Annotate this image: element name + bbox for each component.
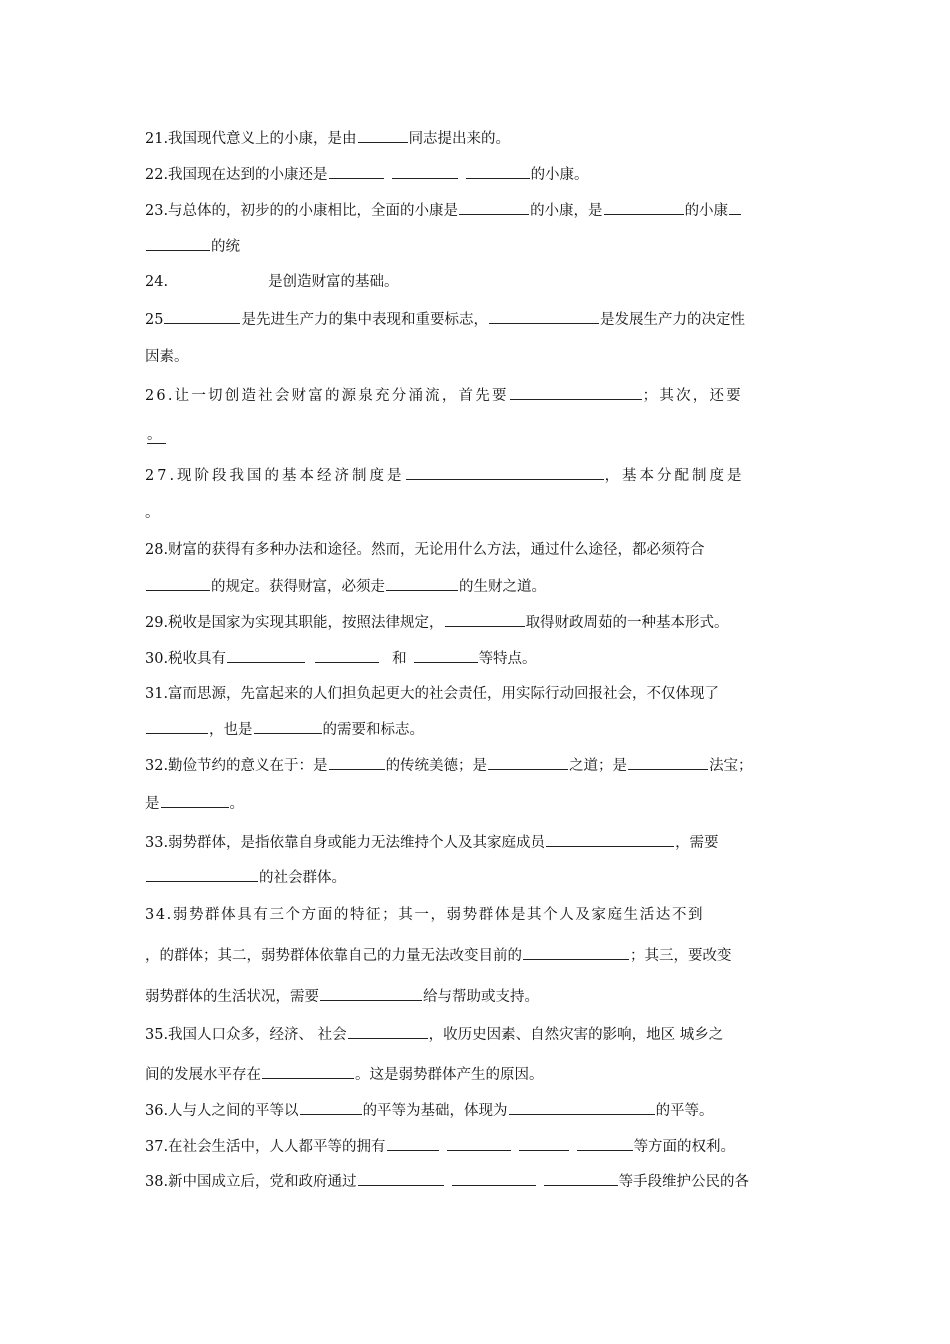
question-28-cont — [145, 576, 546, 597]
blank[interactable] — [315, 648, 379, 663]
q27-text-a: 27.现阶段我国的基本经济制度是 — [145, 468, 405, 484]
blank[interactable] — [544, 1171, 618, 1186]
q38-text-b: 等手段维护公民的各 — [618, 1174, 750, 1190]
question-32-cont — [145, 793, 244, 814]
question-25 — [145, 309, 745, 330]
blank[interactable] — [577, 1136, 633, 1151]
blank[interactable] — [386, 576, 458, 591]
blank[interactable] — [358, 1171, 444, 1186]
question-36 — [145, 1100, 714, 1121]
question-31-cont — [145, 719, 424, 740]
question-30 — [145, 648, 537, 669]
q34-text-c: ；其三，要改变 — [630, 948, 732, 964]
blank[interactable] — [254, 719, 322, 734]
blank[interactable] — [510, 385, 642, 400]
q37-text-a: 37.在社会生活中，人人都平等的拥有 — [145, 1139, 386, 1155]
question-23 — [145, 200, 742, 221]
blank[interactable] — [628, 755, 708, 770]
blank[interactable] — [392, 164, 458, 179]
question-27-cont — [145, 503, 160, 523]
q35-text-a: 35.我国人口众多，经济、 社会 — [145, 1027, 347, 1043]
q32-text-d: 法宝； — [709, 758, 753, 774]
blank[interactable] — [729, 200, 741, 215]
q38-text-a: 38.新中国成立后，党和政府通过 — [145, 1174, 357, 1190]
q23-text-a: 23.与总体的，初步的的小康相比，全面的小康是 — [145, 203, 459, 219]
blank[interactable] — [161, 793, 229, 808]
blank[interactable] — [146, 719, 208, 734]
q32-text-e: 是 — [145, 796, 160, 812]
question-33-cont — [145, 867, 346, 888]
blank[interactable] — [387, 1136, 439, 1151]
q24-text-a: 24. — [145, 274, 169, 290]
question-25-cont — [145, 347, 189, 367]
q34-text-a: 34.弱势群体具有三个方面的特征；其一，弱势群体是其个人及家庭生活达不到 — [145, 907, 705, 923]
question-22 — [145, 164, 589, 185]
blank[interactable] — [262, 1064, 354, 1079]
q21-text-a: 21.我国现代意义上的小康，是由 — [145, 131, 357, 147]
q33-text-b: ，需要 — [675, 835, 719, 851]
question-23-cont — [145, 236, 240, 257]
question-33 — [145, 832, 719, 853]
q33-text-a: 33.弱势群体，是指依靠自身或能力无法维持个人及其家庭成员 — [145, 835, 546, 851]
q31-text-c: 的需要和标志。 — [322, 722, 424, 738]
q21-text-b: 同志提出来的。 — [408, 131, 511, 147]
question-29 — [145, 612, 729, 633]
blank[interactable] — [488, 755, 568, 770]
blank[interactable] — [523, 945, 629, 960]
question-24 — [145, 272, 399, 292]
q35-text-d: 。这是弱势群体产生的原因。 — [355, 1067, 544, 1083]
question-32 — [145, 755, 753, 776]
blank[interactable] — [509, 1100, 655, 1115]
blank[interactable] — [459, 200, 529, 215]
question-27 — [145, 465, 745, 486]
blank[interactable] — [320, 986, 422, 1001]
q28-text-c: 的生财之道。 — [459, 579, 546, 595]
q36-text-a: 36.人与人之间的平等以 — [145, 1103, 299, 1119]
blank[interactable] — [146, 576, 210, 591]
q30-text-c: 等特点。 — [478, 651, 537, 667]
blank[interactable] — [519, 1136, 569, 1151]
blank[interactable] — [329, 755, 385, 770]
q23-text-b: 的小康，是 — [530, 203, 603, 219]
blank[interactable] — [348, 1024, 428, 1039]
q31-text-a: 31.富而思源，先富起来的人们担负起更大的社会责任，用实际行动回报社会，不仅体现了 — [145, 686, 720, 702]
question-26 — [145, 385, 743, 406]
q25-text-a: 25 — [145, 312, 164, 328]
q32-text-a: 32.勤俭节约的意义在于：是 — [145, 758, 328, 774]
q28-text-a: 28.财富的获得有多种办法和途径。然而，无论用什么方法，通过什么途径，都必须符合 — [145, 542, 705, 558]
blank[interactable] — [445, 612, 525, 627]
q36-text-b: 的平等为基础，体现为 — [362, 1103, 508, 1119]
q29-text-a: 29.税收是国家为实现其职能，按照法律规定， — [145, 615, 444, 631]
q34-text-b: ，的群体；其二，弱势群体依靠自己的力量无法改变目前的 — [145, 948, 522, 964]
blank[interactable] — [604, 200, 684, 215]
q25-text-d: 因素。 — [145, 349, 189, 365]
blank[interactable] — [466, 164, 530, 179]
q34-text-d: 弱势群体的生活状况，需要 — [145, 989, 319, 1005]
q23-text-c: 的小康 — [684, 203, 729, 219]
q37-text-b: 等方面的权利。 — [633, 1139, 736, 1155]
question-38 — [145, 1171, 749, 1192]
blank[interactable] — [146, 236, 210, 251]
q27-text-c: 。 — [145, 505, 160, 521]
blank[interactable] — [300, 1100, 362, 1115]
q25-text-b: 是先进生产力的集中表现和重要标志， — [241, 312, 488, 328]
q23-text-d: 的统 — [211, 239, 240, 255]
blank[interactable] — [164, 309, 240, 324]
blank[interactable] — [489, 309, 599, 324]
q22-text-a: 22.我国现在达到的小康还是 — [145, 167, 328, 183]
blank[interactable] — [546, 832, 674, 847]
blank[interactable] — [146, 867, 258, 882]
q26-text-a: 26.让一切创造社会财富的源泉充分涌流，首先要 — [145, 388, 509, 404]
question-35 — [145, 1024, 723, 1045]
question-34 — [145, 905, 704, 925]
q30-text-b: 和 — [392, 651, 407, 667]
q32-text-c: 之道；是 — [569, 758, 628, 774]
q35-text-b: ，收历史因素、自然灾害的影响，地区 城乡之 — [428, 1027, 724, 1043]
q36-text-c: 的平等。 — [655, 1103, 714, 1119]
q31-text-b: ，也是 — [209, 722, 253, 738]
question-26-cont — [145, 425, 180, 445]
q35-text-c: 间的发展水平存在 — [145, 1067, 261, 1083]
q29-text-b: 取得财政周茹的一种基本形式。 — [525, 615, 729, 631]
q26-text-b: ；其次，还要 — [642, 388, 743, 404]
question-34-cont-2 — [145, 986, 539, 1007]
question-31 — [145, 684, 719, 704]
blank[interactable] — [227, 648, 305, 663]
q24-text-b: 是创造财富的基础。 — [268, 274, 399, 290]
blank[interactable] — [329, 164, 384, 179]
q33-text-c: 的社会群体。 — [259, 870, 346, 886]
q22-text-b: 的小康。 — [530, 167, 589, 183]
blank[interactable] — [452, 1171, 536, 1186]
q28-text-b: 的规定。获得财富，必须走 — [211, 579, 385, 595]
question-21 — [145, 128, 510, 149]
blank[interactable] — [406, 465, 604, 480]
question-28 — [145, 540, 705, 560]
q32-text-b: 的传统美德；是 — [385, 758, 488, 774]
question-35-cont — [145, 1064, 544, 1085]
q25-text-c: 是发展生产力的决定性 — [599, 312, 745, 328]
blank[interactable] — [358, 128, 408, 143]
blank[interactable] — [447, 1136, 511, 1151]
question-34-cont-1 — [145, 945, 732, 966]
q30-text-a: 30.税收具有 — [145, 651, 227, 667]
question-37 — [145, 1136, 735, 1157]
blank[interactable] — [414, 648, 478, 663]
q27-text-b: ，基本分配制度是 — [604, 468, 745, 484]
q26-text-c: 。 — [147, 427, 166, 444]
q32-text-f: 。 — [229, 796, 244, 812]
q34-text-e: 给与帮助或支持。 — [423, 989, 539, 1005]
